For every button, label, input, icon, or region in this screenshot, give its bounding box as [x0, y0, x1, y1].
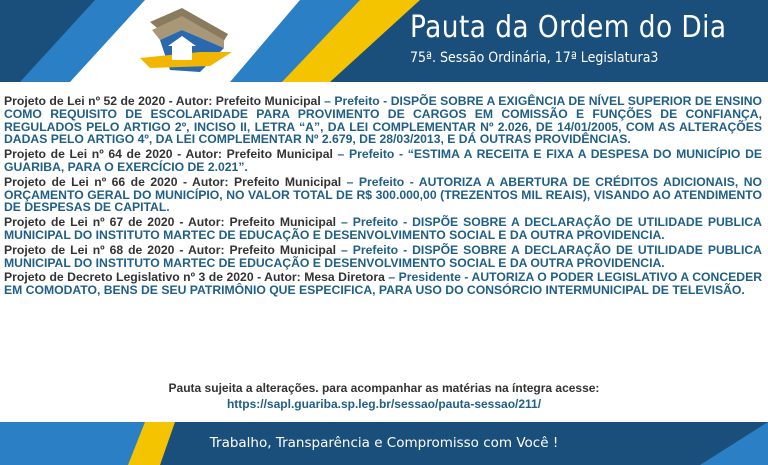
footer-banner — [0, 422, 768, 465]
item-summary: “ESTIMA A RECEITA E FIXA A DESPESA DO MUNICÍPIO DE GUARIBA, PARA O EXERCÍCIO DE 2.021”. — [4, 147, 763, 174]
item-summary: DISPÕE SOBRE A DECLARAÇÃO DE UTILIDADE PUBLICA MUNICIPAL DO INSTITUTO MARTEC DE EDUCAÇÃO E DESENVOLVIMENTO SOCIAL E DA OUTRA PROVIDENCIA. — [4, 215, 762, 242]
item-summary: DISPÕE SOBRE A EXIGÊNCIA DE NÍVEL SUPERIOR DE ENSINO COMO REQUISITO DE ESCOLARIDADE PARA PROVIMENTO DE CARGOS EM COMISSÃO E FUNÇÕES DE CONFIANÇA, REGULADOS PELO ARTIGO 2º, INCISO II, LETRA “A”, DA LEI COMPLEMENTAR Nº 2.026, DE 14/01/2005, COM AS ALTERAÇÕES DADAS PELO ARTIGO 4º, DA LEI COMPLEMENTAR Nº 2.679, DE 28/03/2013, E DÁ OUTRAS PROVIDÊNCIAS. — [4, 94, 762, 147]
agenda-list — [4, 95, 762, 299]
agenda-notice: Pauta sujeita a alterações. para acompanhar as matérias na íntegra acesse: — [168, 381, 600, 395]
agenda-item — [4, 271, 762, 297]
item-author-role: – Prefeito - — [341, 174, 419, 189]
item-author-role: – Prefeito - — [336, 242, 413, 257]
item-heading: Projeto de Lei nº 64 de 2020 - Autor: Prefeito Municipal — [4, 147, 333, 162]
agenda-link[interactable]: https://sapl.guariba.sp.leg.br/sessao/pauta-sessao/211/ — [226, 397, 542, 411]
item-summary: AUTORIZA A ABERTURA DE CRÉDITOS ADICIONAIS, NO ORÇAMENTO GERAL DO MUNICÍPIO, NO VALOR TOTAL DE R$ 300.000,00 (TREZENTOS MIL REAIS), VISANDO AO ATENDIMENTO DE DESPESAS DE CAPITAL. — [4, 174, 762, 215]
item-author-role: – Prefeito - — [336, 215, 413, 230]
session-subtitle: 75ª. Sessão Ordinária, 17ª Legislatura3 — [410, 50, 659, 66]
item-author-role: – Prefeito - — [332, 147, 408, 162]
agenda-item — [4, 95, 762, 146]
footer-slogan: Trabalho, Transparência e Compromisso com Você ! — [209, 435, 559, 451]
agenda-item — [4, 148, 762, 174]
page-title: Pauta da Ordem do Dia — [410, 10, 727, 45]
agenda-item — [4, 216, 762, 242]
item-heading: Projeto de Lei nº 66 de 2020 - Autor: Prefeito Municipal — [4, 174, 342, 189]
item-heading: Projeto de Lei nº 68 de 2020 - Autor: Prefeito Municipal — [4, 242, 337, 257]
item-author-role: – Prefeito - — [320, 94, 391, 108]
item-summary: DISPÕE SOBRE A DECLARAÇÃO DE UTILIDADE PUBLICA MUNICIPAL DO INSTITUTO MARTEC DE EDUCAÇÃO E DESENVOLVIMENTO SOCIAL E DA OUTRA PROVIDENCIA. — [4, 242, 762, 270]
item-author-role: – Presidente - — [384, 270, 472, 285]
item-summary: AUTORIZA O PODER LEGISLATIVO A CONCEDER EM COMODATO, BENS DE SEU PATRIMÔNIO QUE ESPECIFICA, PARA USO DO CONSÓRCIO INTERMUNICIPAL DE TELEVISÃO. — [4, 270, 763, 298]
item-heading: Projeto de Lei nº 67 de 2020 - Autor: Prefeito Municipal — [4, 215, 337, 230]
agenda-item — [4, 244, 762, 270]
header-banner — [0, 0, 768, 82]
item-heading: Projeto de Lei nº 52 de 2020 - Autor: Prefeito Municipal — [4, 94, 321, 108]
item-heading: Projeto de Decreto Legislativo nº 3 de 2020 - Autor: Mesa Diretora — [4, 270, 385, 285]
agenda-item — [4, 176, 762, 214]
